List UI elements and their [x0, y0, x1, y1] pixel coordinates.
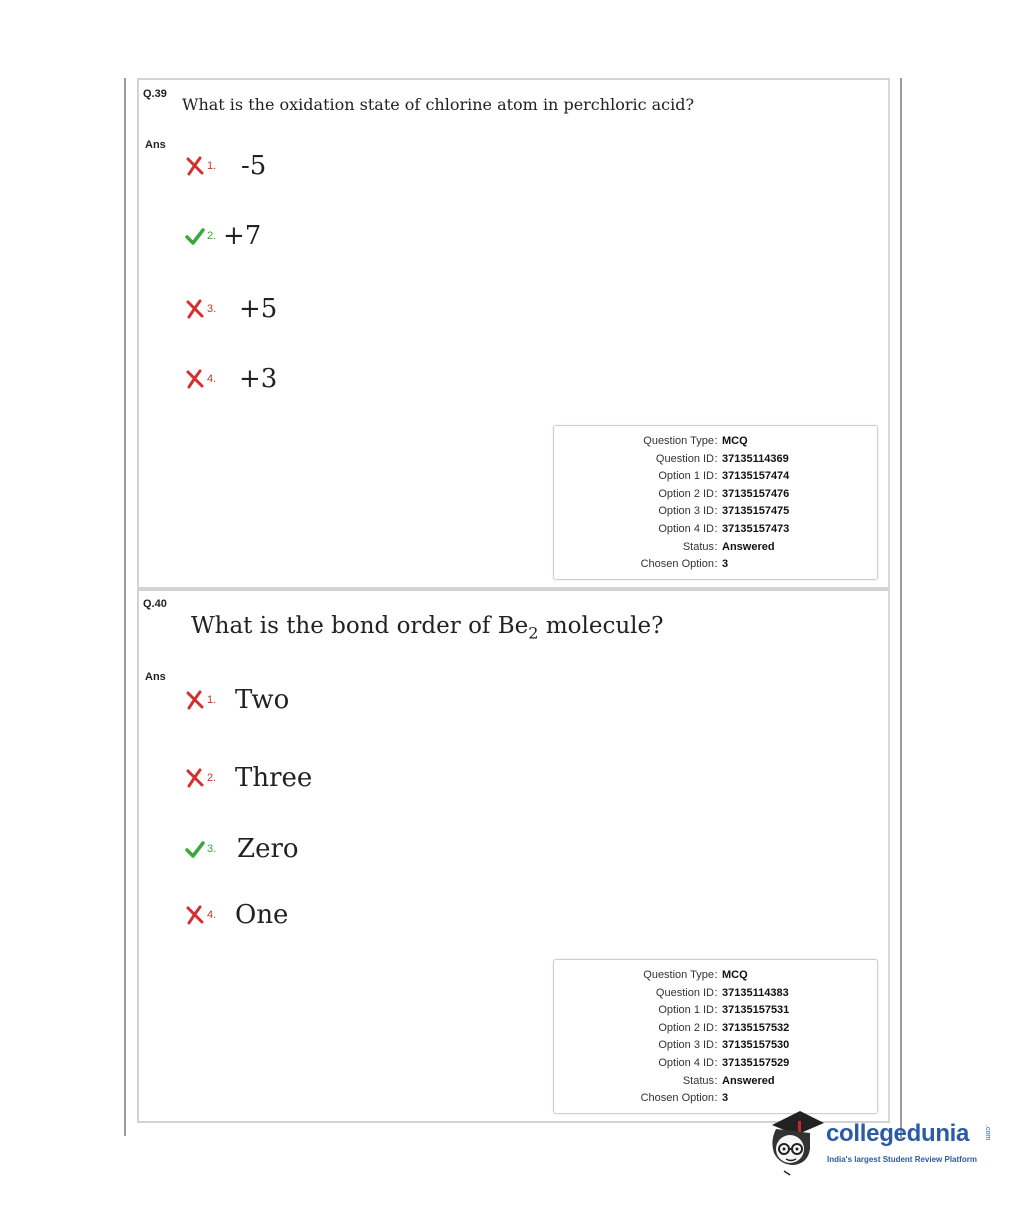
- cross-icon: [185, 690, 205, 710]
- check-icon: [185, 839, 205, 859]
- question-info-panel: [553, 959, 878, 1114]
- option-text: One: [235, 900, 289, 930]
- collegedunia-logo: [766, 1105, 996, 1180]
- info-row: Question Type : MCQ: [643, 435, 748, 447]
- info-row: Chosen Option : 3: [640, 558, 729, 571]
- option-4: [185, 898, 288, 932]
- question-text: What is the oxidation state of chlorine atom in perchloric acid?: [182, 95, 695, 114]
- question-number: Q.40: [143, 598, 167, 610]
- cross-icon: [185, 905, 205, 925]
- info-row: Option 2 ID : 37135157532: [658, 1021, 790, 1034]
- option-number: 1.: [207, 694, 217, 706]
- mascot-icon: [766, 1105, 826, 1177]
- info-row: Option 1 ID : 37135157474: [658, 470, 790, 483]
- info-row: Option 3 ID : 37135157475: [658, 505, 790, 518]
- check-icon: [185, 226, 205, 246]
- option-text: +3: [239, 364, 278, 394]
- right-margin-line: [900, 78, 902, 1138]
- info-row: Option 3 ID : 37135157530: [658, 1039, 790, 1052]
- cross-icon: [185, 369, 205, 389]
- info-row: Question ID : 37135114383: [655, 986, 789, 999]
- option-3: [185, 832, 299, 866]
- option-text: +7: [223, 221, 262, 251]
- option-text: -5: [241, 151, 267, 181]
- cross-icon: [185, 299, 205, 319]
- question-text: What is the bond order of $Be_2$ molecule?: [191, 613, 664, 643]
- logo-tagline: India's largest Student Review Platform: [827, 1155, 977, 1164]
- option-4: [185, 362, 277, 396]
- info-row: Question ID : 37135114369: [655, 452, 789, 465]
- info-row: Chosen Option : 3: [640, 1092, 729, 1105]
- cross-icon: [185, 768, 205, 788]
- answer-label: Ans: [145, 671, 166, 683]
- option-1: [185, 683, 289, 717]
- option-1: [185, 149, 266, 183]
- option-number: 3.: [207, 843, 217, 855]
- option-number: 1.: [207, 160, 217, 172]
- option-text: +5: [239, 294, 278, 324]
- option-3: [185, 292, 277, 326]
- option-number: 3.: [207, 303, 217, 315]
- option-number: 4.: [207, 373, 217, 385]
- answer-label: Ans: [145, 139, 166, 151]
- info-row: Status : Answered: [682, 540, 775, 553]
- option-text: Three: [235, 763, 313, 793]
- option-text: Zero: [237, 834, 299, 864]
- question-info-panel: [553, 425, 878, 580]
- question-number: Q.39: [143, 88, 167, 100]
- cross-icon: [185, 156, 205, 176]
- info-row: Option 1 ID : 37135157531: [658, 1004, 790, 1017]
- option-number: 2.: [207, 230, 217, 242]
- logo-wordmark: collegedunia: [826, 1120, 970, 1147]
- option-number: 2.: [207, 772, 217, 784]
- left-margin-line: [124, 78, 126, 1136]
- logo-suffix: .com: [984, 1125, 991, 1141]
- option-number: 4.: [207, 909, 217, 921]
- option-2: [185, 219, 261, 253]
- info-row: Question Type : MCQ: [643, 969, 748, 981]
- info-row: Option 4 ID : 37135157473: [658, 522, 790, 535]
- option-text: Two: [235, 685, 290, 715]
- option-2: [185, 761, 312, 795]
- info-row: Option 2 ID : 37135157476: [658, 487, 790, 500]
- info-row: Option 4 ID : 37135157529: [658, 1056, 790, 1069]
- info-row: Status : Answered: [682, 1074, 775, 1087]
